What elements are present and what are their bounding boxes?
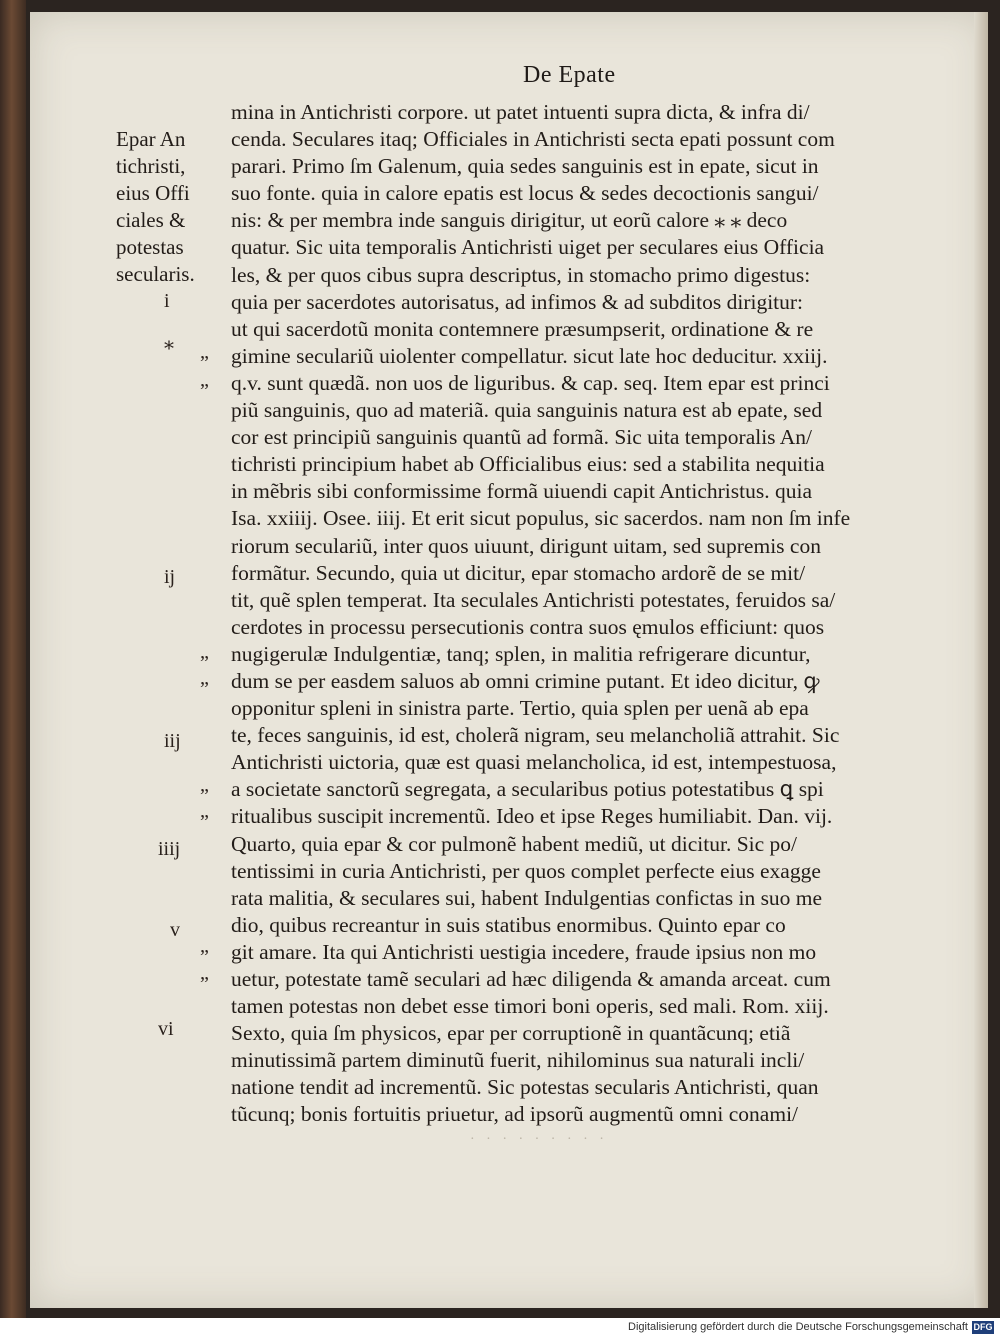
section-marker: iiij <box>158 838 181 860</box>
text-line: in mẽbris sibi conformissime formã uiuendi capit Antichristus. quia <box>231 479 813 504</box>
section-marker: iij <box>164 730 181 752</box>
text-line: Sexto, quia ſm physicos, epar per corruptionẽ in quantãcunq; etiã <box>231 1021 791 1046</box>
text-line: dio, quibus recreantur in suis statibus enormibus. Quinto epar co <box>231 912 786 937</box>
margin-note-line: tichristi, <box>116 154 186 179</box>
text-line: dum se per easdem saluos ab omni crimine putant. Et ideo dicitur, ꝙ <box>231 668 820 693</box>
margin-note <box>116 126 216 289</box>
section-marker: vi <box>158 1018 174 1040</box>
text-line: tichristi principium habet ab Officialibus eius: sed a stabilita nequitia <box>231 452 825 477</box>
dfg-logo-icon: DFG <box>973 1322 993 1332</box>
text-line: nugigerulæ Indulgentiæ, tanq; splen, in malitia refrigerare dicuntur, <box>231 641 811 666</box>
text-line: a societate sanctorũ segregata, a secularibus potius potestatibus ꝗ spi <box>231 777 824 802</box>
body-text <box>231 99 933 1129</box>
text-line: cor est principiũ sanguinis quantũ ad formã. Sic uita temporalis An/ <box>231 425 812 450</box>
quote-marker: ” <box>200 678 209 700</box>
text-line: parari. Primo ſm Galenum, quia sedes sanguinis est in epate, sicut in <box>231 154 819 179</box>
text-line: tamen potestas non debet esse timori boni operis, sed mali. Rom. xiij. <box>231 994 829 1019</box>
section-marker: i <box>164 290 170 312</box>
quote-marker: ” <box>200 946 209 968</box>
text-line: cerdotes in processu persecutionis contra suos ęmulos efficiunt: quos <box>231 614 825 639</box>
text-line: natione tendit ad incrementũ. Sic potestas secularis Antichristi, quan <box>231 1075 819 1100</box>
text-line: ut qui sacerdotũ monita contemnere præsumpserit, ordinatione & re <box>231 316 814 341</box>
section-marker: v <box>170 919 180 941</box>
margin-note-line: secularis. <box>116 262 195 287</box>
text-line: Quarto, quia epar & cor pulmonẽ habent mediũ, ut dicitur. Sic po/ <box>231 831 798 856</box>
margin-note-line: eius Offi <box>116 181 190 206</box>
text-line: formãtur. Secundo, quia ut dicitur, epar stomacho ardorẽ de se mit/ <box>231 560 806 585</box>
margin-note-line: Epar An <box>116 127 186 151</box>
section-marker: ⁎ <box>164 332 174 354</box>
quote-marker: ” <box>200 973 209 995</box>
text-line: suo fonte. quia in calore epatis est locus & sedes decoctionis sangui/ <box>231 181 819 206</box>
text-line: te, feces sanguinis, id est, cholerã nigram, seu melancholiã attrahit. Sic <box>231 723 840 748</box>
text-line: quatur. Sic uita temporalis Antichristi uiget per seculares eius Officia <box>231 235 825 260</box>
show-through-text: · · · · · · · · · <box>470 1132 608 1147</box>
quote-marker: ” <box>200 785 209 807</box>
text-line: les, & per quos cibus supra descriptus, in stomacho primo digestus: <box>231 262 811 287</box>
text-line: uetur, potestate tamẽ seculari ad hæc diligenda & amanda arceat. cum <box>231 967 831 991</box>
book-spine <box>0 0 26 1318</box>
section-marker: ij <box>164 566 176 588</box>
text-line: git amare. Ita qui Antichristi uestigia incedere, fraude ipsius non mo <box>231 939 817 964</box>
text-line: quia per sacerdotes autorisatus, ad infimos & ad subditos dirigitur: <box>231 289 804 314</box>
text-line: tit, quẽ splen temperat. Ita seculales Antichristi potestates, feruidos sa/ <box>231 587 836 612</box>
digitization-footer <box>0 1318 1000 1339</box>
page-edge <box>974 12 988 1308</box>
running-head: De Epate <box>523 62 616 88</box>
text-line: Isa. xxiiij. Osee. iiij. Et erit sicut populus, sic sacerdos. nam non ſm infe <box>231 506 851 531</box>
text-line: rata malitia, & seculares sui, habent Indulgentias confictas in suo me <box>231 885 823 910</box>
text-line: tũcunq; bonis fortuitis priuetur, ad ipsorũ augmentũ omni conami/ <box>231 1102 799 1127</box>
text-line: Antichristi uictoria, quæ est quasi melancholica, id est, intempestuosa, <box>231 750 837 775</box>
text-line: ritualibus suscipit incrementũ. Ideo et ipse Reges humiliabit. Dan. vij. <box>231 804 833 829</box>
quote-marker: ” <box>200 380 209 402</box>
text-line: gimine seculariũ uiolenter compellatur. sicut late hoc deducitur. xxiij. <box>231 343 828 368</box>
text-line: riorum seculariũ, inter quos uiuunt, dirigunt uitam, sed supremis con <box>231 533 821 558</box>
text-line: piũ sanguinis, quo ad materiã. quia sanguinis natura est ab epate, sed <box>231 398 823 423</box>
text-line: nis: & per membra inde sanguis dirigitur, ut eorũ calore ⁎ ⁎ deco <box>231 208 788 233</box>
quote-marker: ” <box>200 352 209 374</box>
text-line: minutissimã partem diminutũ fuerit, nihilominus sua naturali incli/ <box>231 1048 805 1073</box>
margin-note-line: potestas <box>116 235 184 260</box>
text-line: opponitur spleni in sinistra parte. Tertio, quia splen per uenã ab epa <box>231 696 809 721</box>
text-line: tentissimi in curia Antichristi, per quos complet perfecte eius exagge <box>231 858 821 883</box>
text-line: mina in Antichristi corpore. ut patet intuenti supra dicta, & infra di/ <box>231 100 810 124</box>
quote-marker: ” <box>200 811 209 833</box>
quote-marker: ” <box>200 652 209 674</box>
text-line: cenda. Seculares itaq; Officiales in Antichristi secta epati possunt com <box>231 127 835 152</box>
margin-note-line: ciales & <box>116 208 186 233</box>
funding-credit: Digitalisierung gefördert durch die Deutsche Forschungsgemeinschaft <box>628 1321 968 1333</box>
text-line: q.v. sunt quædã. non uos de liguribus. & cap. seq. Item epar est princi <box>231 370 830 395</box>
